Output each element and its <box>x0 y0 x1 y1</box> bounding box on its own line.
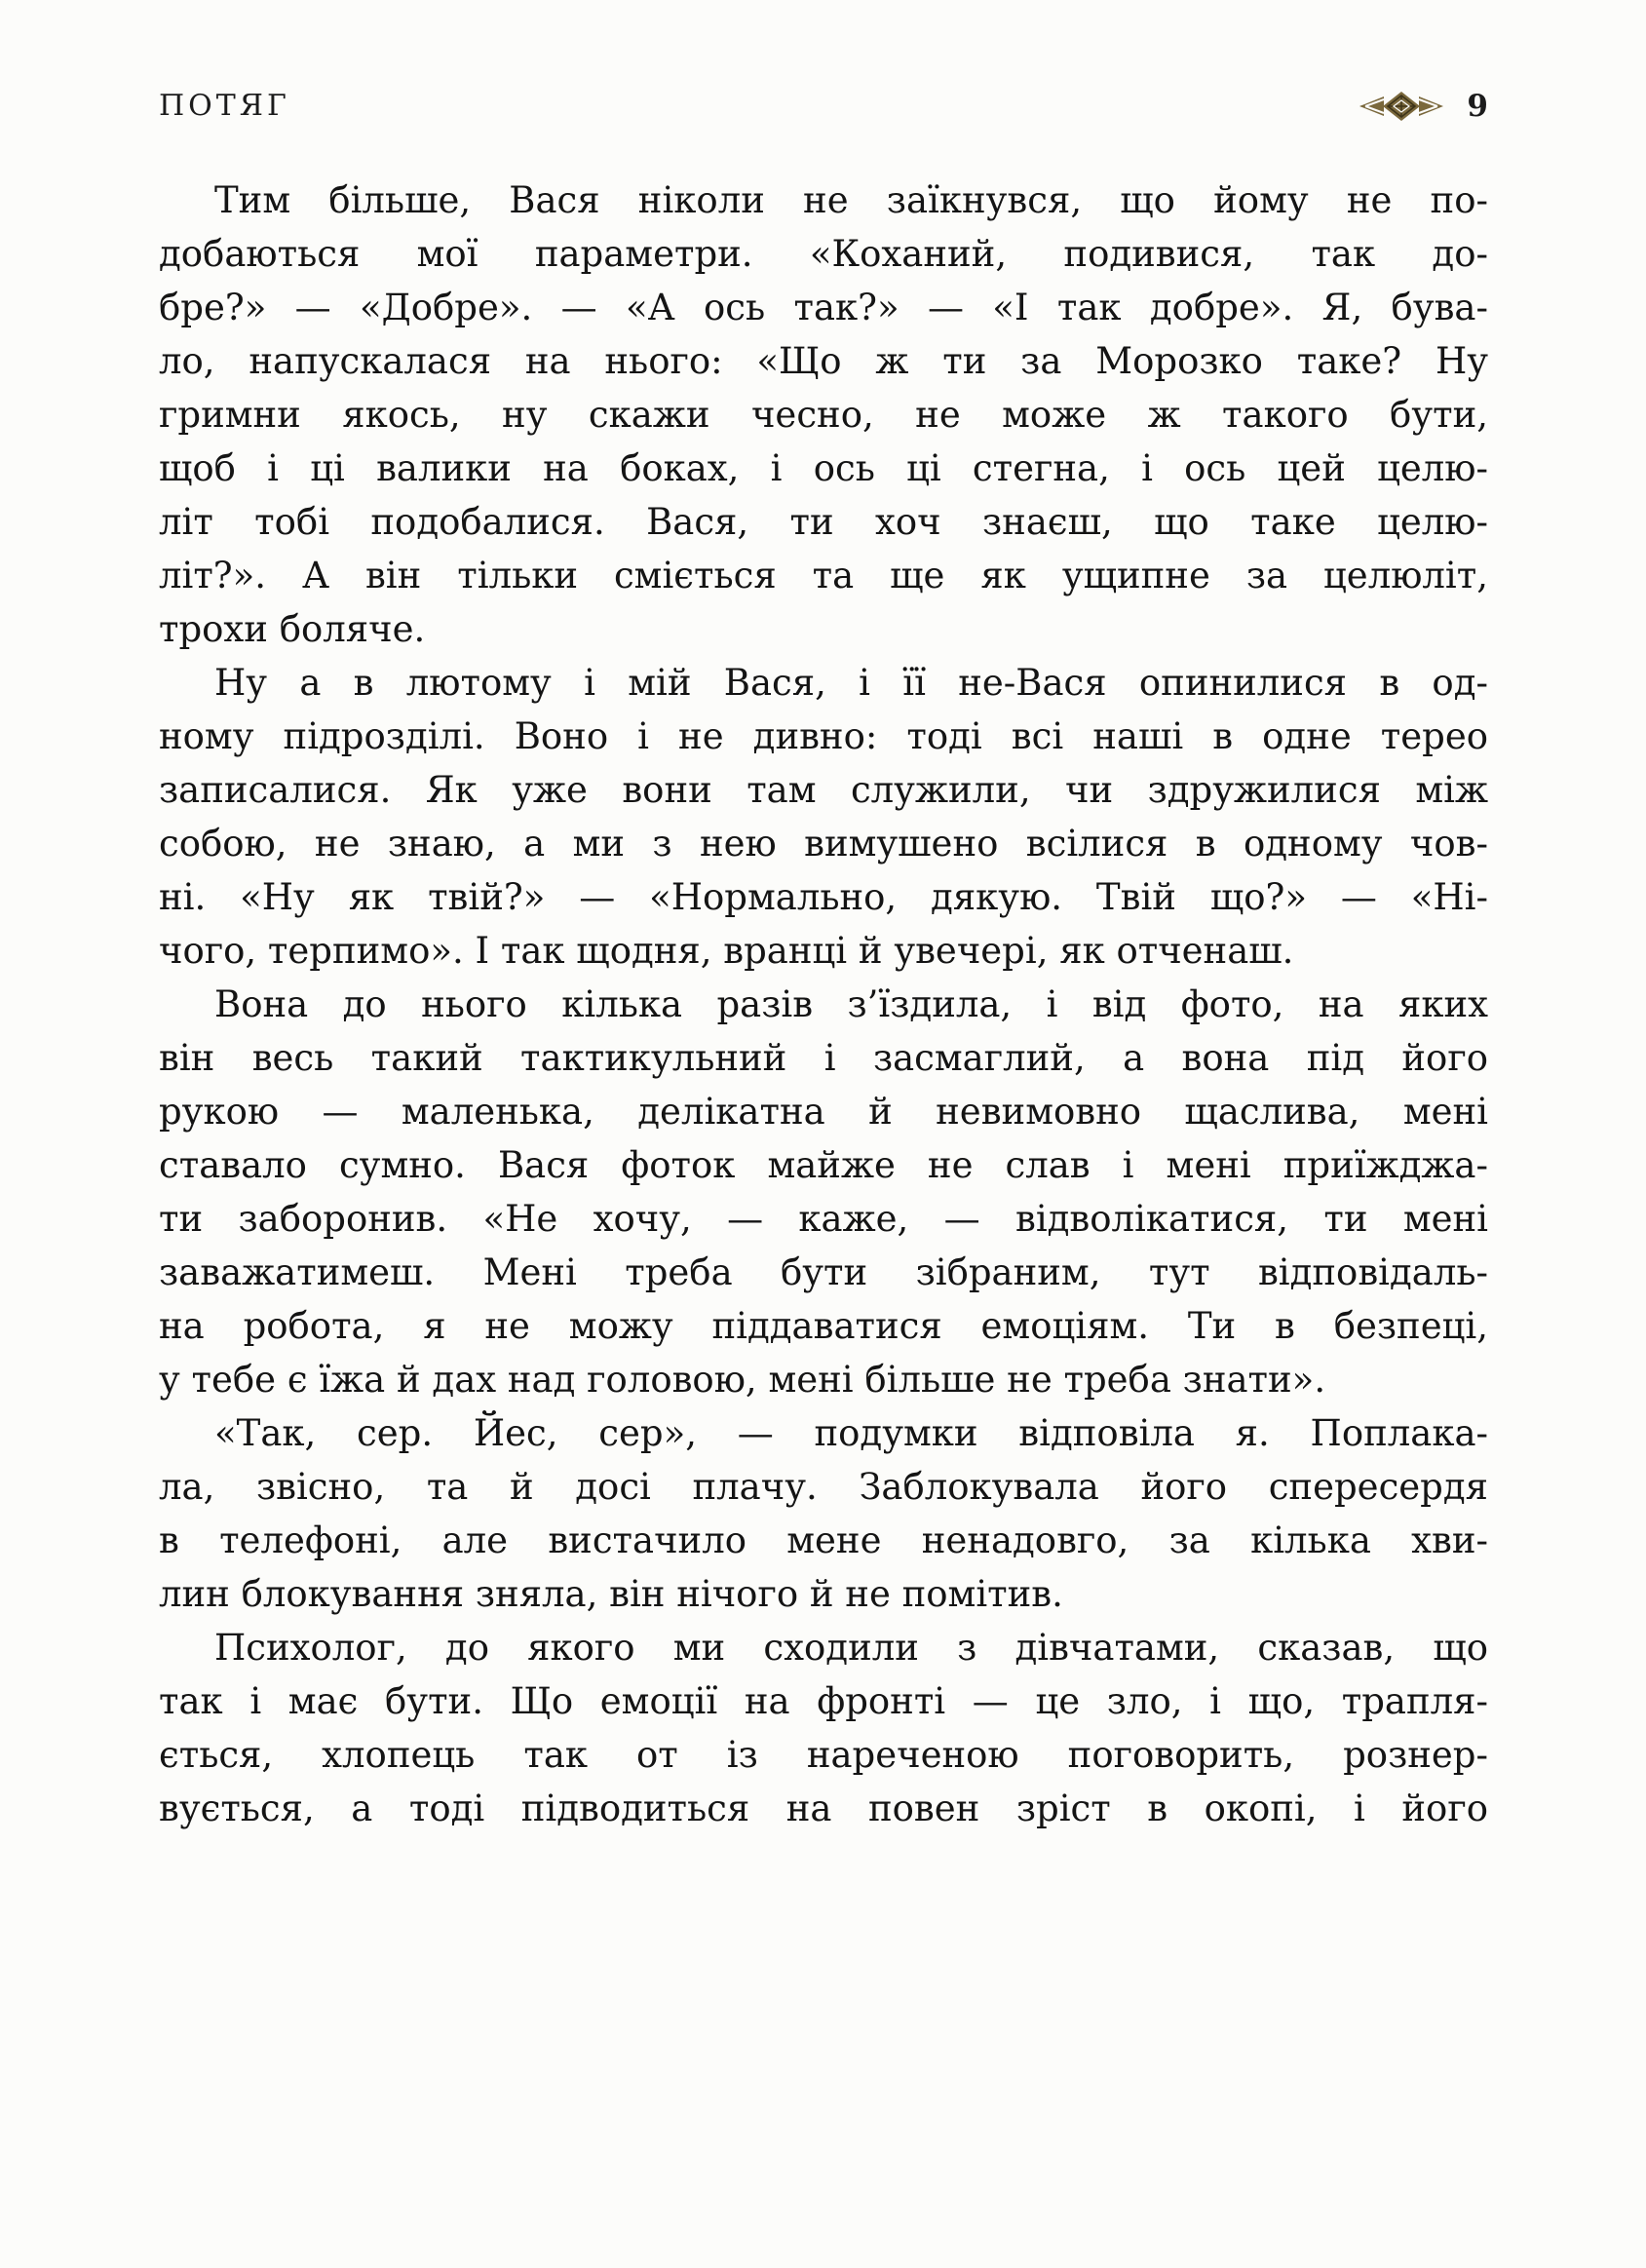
text-line: бре?» — «Добре». — «А ось так?» — «І так добре». Я, бува- <box>159 287 1488 328</box>
text-line: ти заборонив. «Не хочу, — каже, — відволікатися, ти мені <box>159 1198 1488 1240</box>
text-line: Тим більше, Вася ніколи не заїкнувся, що йому не по- <box>214 179 1488 221</box>
text-line: чого, терпимо». І так щодня, вранці й увечері, як отченаш. <box>159 930 1294 972</box>
paragraph <box>159 1621 1488 1835</box>
paragraph <box>159 978 1488 1406</box>
text-line: ла, звісно, та й досі плачу. Заблокувала його спересердя <box>159 1466 1488 1508</box>
page-number: 9 <box>1467 88 1488 124</box>
text-block <box>159 88 1488 1835</box>
text-line: добаються мої параметри. «Коханий, подивися, так до- <box>159 233 1488 275</box>
text-line: вується, а тоді підводиться на повен зріст в окопі, і його <box>159 1787 1488 1829</box>
text-line: у тебе є їжа й дах над головою, мені більше не треба знати». <box>159 1359 1326 1401</box>
text-line: собою, не знаю, а ми з нею вимушено всілися в одному чов- <box>159 823 1488 865</box>
text-line: Ну а в лютому і мій Вася, і її не-Вася опинилися в од- <box>214 662 1488 704</box>
text-line: ло, напускалася на нього: «Що ж ти за Морозко таке? Ну <box>159 340 1488 382</box>
text-line: рукою — маленька, делікатна й невимовно щаслива, мені <box>159 1091 1488 1133</box>
page-body <box>159 173 1488 1835</box>
paragraph <box>159 656 1488 978</box>
text-line: «Так, сер. Йес, сер», — подумки відповіла я. Поплака- <box>214 1412 1488 1454</box>
text-line: літ?». А він тільки сміється та ще як ущипне за целюліт, <box>159 555 1488 596</box>
fleuron-icon <box>1358 91 1445 122</box>
text-line: щоб і ці валики на боках, і ось ці стегна, і ось цей целю- <box>159 447 1488 489</box>
text-line: заважатимеш. Мені треба бути зібраним, тут відповідаль- <box>159 1251 1488 1293</box>
header-right-group <box>1358 88 1488 124</box>
text-line: він весь такий тактикульний і засмаглий, а вона під його <box>159 1037 1488 1079</box>
text-line: ставало сумно. Вася фоток майже не слав і мені приїжджа- <box>159 1144 1488 1186</box>
text-line: Вона до нього кілька разів з’їздила, і від фото, на яких <box>214 983 1488 1025</box>
paragraph <box>159 1406 1488 1621</box>
text-line: гримни якось, ну скажи чесно, не може ж такого бути, <box>159 394 1488 436</box>
text-line: Психолог, до якого ми сходили з дівчатами, сказав, що <box>214 1627 1488 1669</box>
text-line: лин блокування зняла, він нічого й не помітив. <box>159 1573 1063 1615</box>
text-line: ні. «Ну як твій?» — «Нормально, дякую. Твій що?» — «Ні- <box>159 876 1488 918</box>
text-line: так і має бути. Що емоції на фронті — це зло, і що, трапля- <box>159 1680 1488 1722</box>
text-line: літ тобі подобалися. Вася, ти хоч знаєш, що таке целю- <box>159 501 1488 543</box>
running-title: ПОТЯГ <box>159 89 290 123</box>
text-line: ється, хлопець так от із нареченою поговорить, рознер- <box>159 1734 1488 1776</box>
text-line: трохи боляче. <box>159 608 426 650</box>
text-line: на робота, я не можу піддаватися емоціям. Ти в безпеці, <box>159 1305 1488 1347</box>
page-header <box>159 88 1488 125</box>
paragraph <box>159 173 1488 656</box>
text-line: записалися. Як уже вони там служили, чи здружилися між <box>159 769 1488 811</box>
text-line: в телефоні, але вистачило мене ненадовго, за кілька хви- <box>159 1519 1488 1561</box>
text-line: ному підрозділі. Воно і не дивно: тоді всі наші в одне терео <box>159 715 1488 757</box>
